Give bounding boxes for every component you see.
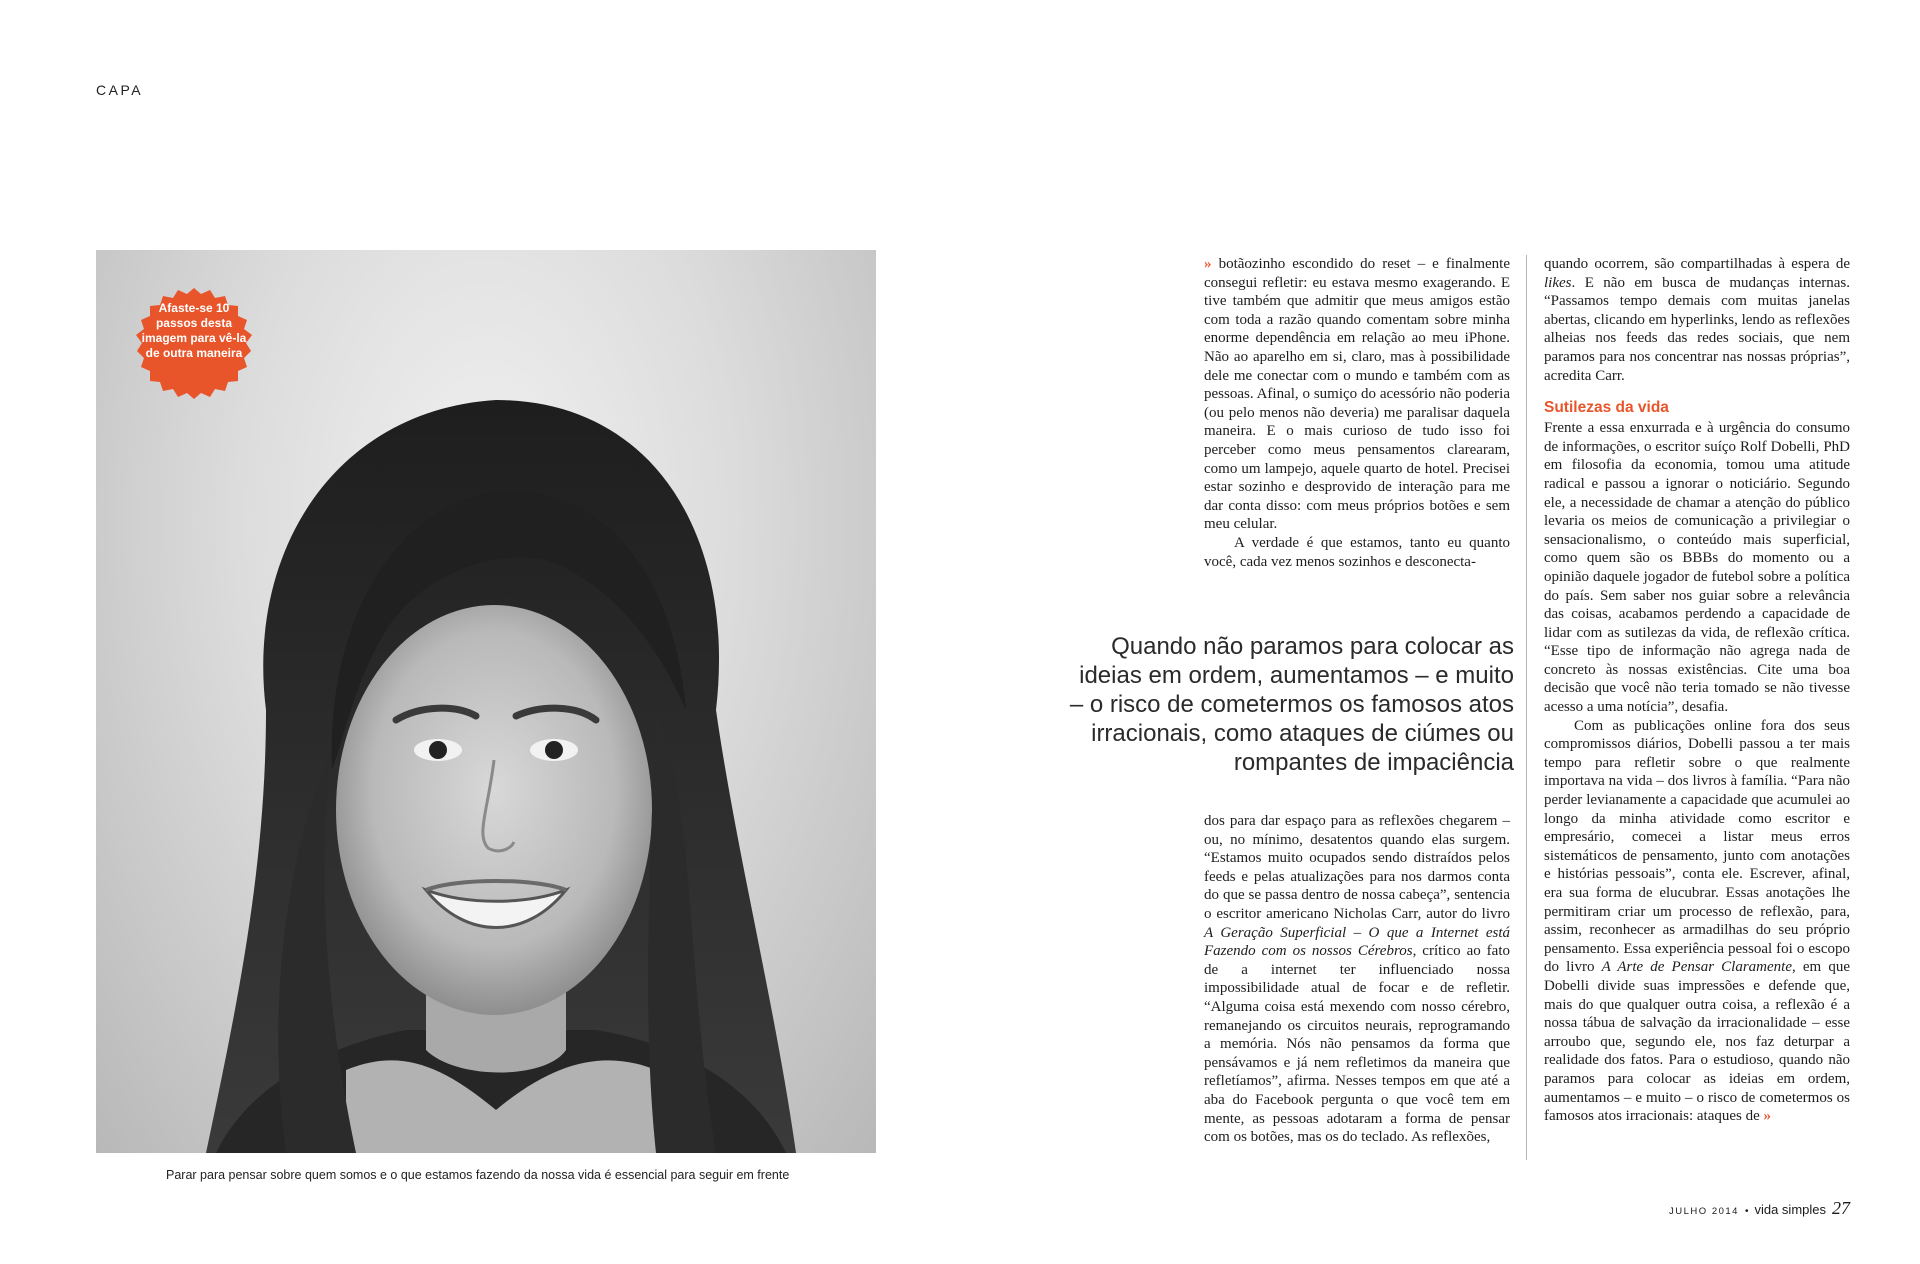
- paragraph: , em que Dobelli divide suas impressões e defende que, mais do que qualquer outra coisa, a reflexão é a nossa tábua de salvação da irracionalidade – esse arroubo que, segundo ele, nos faz deturpar a realidade dos fatos. Para o estudioso, quando não paramos para colocar as ideias em ordem, aumentamos – e muito – o risco de cometermos os famosos atos irracionais: ataques de: [1544, 959, 1850, 1125]
- article-column-2: [1544, 255, 1850, 1126]
- emphasis: likes: [1544, 274, 1572, 291]
- footer-separator: •: [1744, 1206, 1749, 1217]
- footer-date: JULHO 2014: [1669, 1206, 1739, 1217]
- page-number: 27: [1832, 1198, 1850, 1218]
- orange-seal-badge: [125, 275, 263, 413]
- paragraph: dos para dar espaço para as reflexões chegarem – ou, no mínimo, desatentos quando elas surgem. “Estamos muito ocupados sendo distraídos pelos feeds e pelas atualizações para nos darmos conta do que se passa dentro de nossa cabeça”, sentencia o escritor americano Nicholas Carr, autor do livro: [1204, 813, 1510, 922]
- paragraph: Com as publicações online fora dos seus compromissos diários, Dobelli passou a ter mais tempo para refletir sobre o que realmente importava na vida – dos livros à família. “Para não perder levianamente a capacidade que acumulei ao longo da minha atividade como escritor e empresário, comecei a listar meus erros sistemáticos de pensamento, junto com anotações e histórias pessoais”, conta ele. Escrever, afinal, era sua forma de elucubrar. Essas anotações lhe permitiram criar um processo de reflexão, para, assim, reconhecer as armadilhas do seu próprio pensamento. Essa experiência pessoal foi o escopo do livro: [1544, 717, 1850, 976]
- book-title: A Arte de Pensar Claramente: [1601, 959, 1792, 976]
- column-divider: [1526, 255, 1527, 1160]
- photo-caption: Parar para pensar sobre quem somos e o que estamos fazendo da nossa vida é essencial para seguir em frente: [166, 1168, 790, 1182]
- paragraph: Frente a essa enxurrada e à urgência do consumo de informações, o escritor suíço Rolf Dobelli, PhD em filosofia da economia, tomou uma atitude radical e passou a ignorar o noticiário. Segundo ele, a necessidade de chamar a atenção do público levaria os meios de comunicação a privilegiar o sensacionalismo, o conteúdo mais superficial, como quem são os BBBs do momento ou a opinião daquele jogador de futebol sobre a política do país. Sem saber nos guiar sobre a relevância das coisas, acabamos perdendo a capacidade de lidar com as sutilezas da vida, de reflexão crítica. “Esse tipo de informação não agrega nada de concreto às nossas existências. Cite uma boa decisão que você não teria tomado se não tivesse acesso a uma notícia”, desafia.: [1544, 420, 1850, 716]
- article-column-1-bottom: [1204, 812, 1510, 1147]
- paragraph: . E não em busca de mudanças internas. “Passamos tempo demais com muitas janelas abertas, clicando em hyperlinks, lendo as reflexões alheias nos feeds das redes sociais, que nem paramos para nos concentrar nas nossas próprias”, acredita Carr.: [1544, 274, 1850, 384]
- page-footer: [1669, 1198, 1850, 1219]
- magazine-name: vida simples: [1754, 1202, 1826, 1217]
- book-title: A Geração Superficial – O que a Internet está Fazendo com os nossos Cérebros: [1204, 924, 1510, 960]
- paragraph: , crítico ao fato de a internet ter influenciado nossa impossibilidade atual de focar e de refletir. “Alguma coisa está mexendo com nosso cérebro, remanejando os circuitos neurais, reprogramando a memória. Nós não pensamos da forma que pensávamos e já nem refletimos da maneira que refletíamos”, afirma. Nesses tempos em que até a aba do Facebook pergunta o que você tem em mente, as pessoas adotaram a forma de pensar com os botões, mas os do teclado. As reflexões,: [1204, 943, 1511, 1146]
- pull-quote: Quando não paramos para colocar as ideias em ordem, aumentamos – e muito – o risco de cometermos os famosos atos irracionais, como ataques de ciúmes ou rompantes de impaciência: [1069, 633, 1514, 776]
- badge-text: Afaste-se 10 passos desta imagem para vê-la de outra maneira: [141, 301, 247, 360]
- paragraph: botãozinho escondido do reset – e finalmente consegui refletir: eu estava mesmo exagerando. E tive também que admitir que meus amigos estão com toda a razão quando comentam sobre minha enorme dependência em relação ao meu iPhone. Não ao aparelho em si, claro, mas à possibilidade dele me conectar com o mundo e também com as pessoas. Afinal, o sumiço do acessório não poderia (ou pelo menos não deveria) me paralisar daquela maneira. E o mais curioso de tudo isso foi perceber como meus pensamentos clarearam, como um lampejo, aquele quarto de hotel. Precisei estar sozinho e desprovido de interação para me dar conta disso: com meus próprios botões e sem meu celular.: [1204, 256, 1510, 533]
- end-marker: »: [1763, 1108, 1772, 1125]
- continue-marker: »: [1204, 256, 1212, 272]
- subheading: Sutilezas da vida: [1544, 399, 1669, 417]
- paragraph: quando ocorrem, são compartilhadas à espera de: [1544, 256, 1850, 272]
- paragraph: A verdade é que estamos, tanto eu quanto você, cada vez menos sozinhos e desconecta-: [1204, 534, 1510, 570]
- section-label: CAPA: [96, 82, 144, 98]
- article-column-1-top: [1204, 255, 1510, 571]
